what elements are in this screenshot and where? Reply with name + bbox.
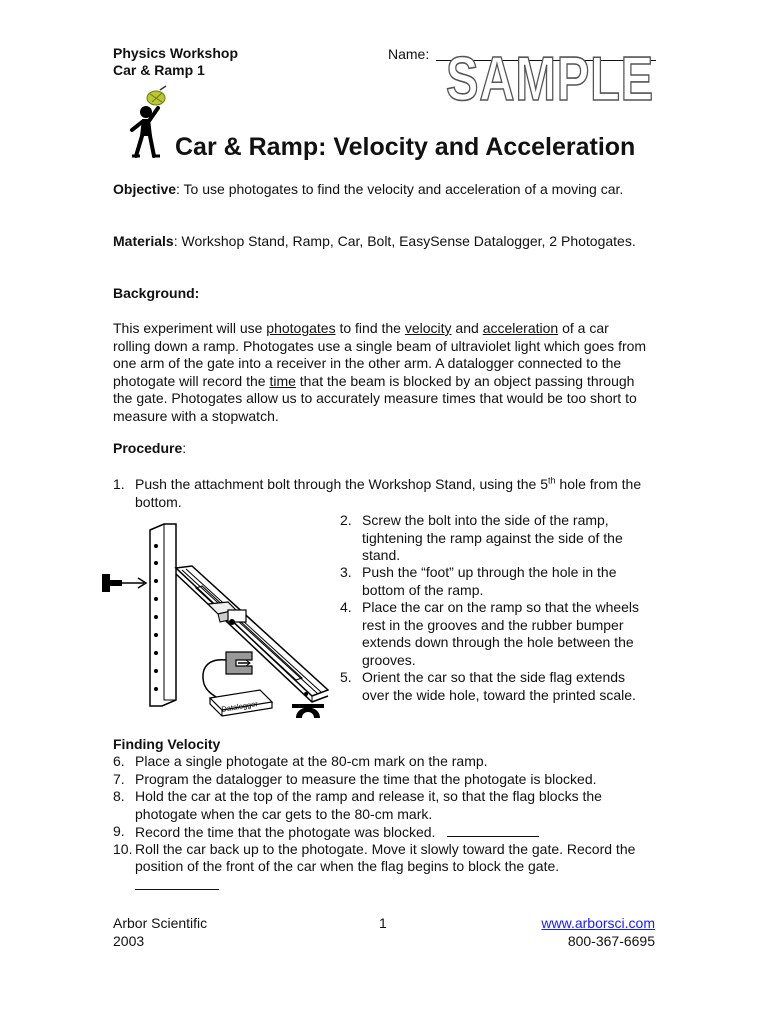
objective-paragraph (113, 181, 649, 199)
objective-text: : To use photogates to find the velocity and acceleration of a moving car. (176, 181, 624, 197)
name-label: Name: (388, 46, 430, 62)
step-text: Program the datalogger to measure the time that the photogate is blocked. (135, 770, 597, 787)
step-text: Screw the bolt into the side of the ramp, tightening the ramp against the side of the stand. (362, 512, 623, 563)
step-number: 10. (113, 840, 133, 857)
page-number: 1 (379, 915, 387, 931)
unit-title: Car & Ramp 1 (113, 62, 205, 78)
time-answer-blank[interactable] (447, 823, 539, 837)
procedure-heading (113, 440, 186, 458)
footer-org: Arbor Scientific (113, 915, 208, 931)
footer-url-wrap (541, 915, 655, 933)
datalogger-label: Datalogger (220, 699, 259, 714)
velocity-step-10 (113, 841, 653, 893)
step-text: Record the time that the photogate was blocked. (135, 824, 436, 840)
procedure-step-2 (340, 512, 660, 564)
ramp-setup-diagram (100, 518, 332, 724)
position-answer-blank[interactable] (135, 876, 219, 890)
materials-text: : Workshop Stand, Ramp, Car, Bolt, EasySense Datalogger, 2 Photogates. (173, 233, 636, 249)
website-link[interactable]: www.arborsci.com (541, 915, 655, 931)
footer-phone: 800-367-6695 (567, 933, 655, 949)
velocity-step-6 (113, 753, 653, 771)
procedure-steps-2-5 (340, 512, 660, 721)
term-photogates: photogates (266, 320, 336, 336)
velocity-step-8 (113, 788, 653, 823)
procedure-label: Procedure (113, 440, 183, 456)
step-text: Hold the car at the top of the ramp and release it, so that the flag blocks the photogate when the car gets to the 80-cm mark. (135, 788, 602, 822)
materials-label: Materials (113, 233, 174, 249)
objective-label: Objective (113, 181, 177, 197)
step-number: 1. (113, 476, 125, 492)
svg-text:SAMPLE: SAMPLE (446, 45, 654, 114)
sample-watermark (444, 34, 660, 114)
step-number: 2. (340, 512, 352, 528)
step-text: Push the “foot” up through the hole in the bottom of the ramp. (362, 564, 617, 598)
background-text-3: and (451, 320, 483, 336)
step-number: 4. (340, 599, 352, 615)
page-title: Car & Ramp: Velocity and Acceleration (175, 133, 636, 161)
step-number: 6. (113, 753, 125, 769)
materials-paragraph (113, 233, 649, 251)
step-number: 7. (113, 770, 125, 787)
velocity-steps (113, 753, 653, 893)
procedure-step-4 (340, 599, 660, 669)
course-title: Physics Workshop (113, 45, 239, 61)
background-text-1: This experiment will use (113, 320, 267, 336)
step-number: 8. (113, 788, 125, 804)
step-number: 5. (340, 669, 352, 685)
term-time: time (269, 372, 296, 389)
term-velocity: velocity (404, 320, 452, 336)
step-text: Push the attachment bolt through the Workshop Stand, using the 5 (135, 476, 549, 492)
logo-figure-icon (122, 86, 172, 158)
step-text: Place the car on the ramp so that the wheels rest in the grooves and the rubber bumper extends down through the hole between the grooves. (362, 599, 640, 668)
step-text-cont: hole from the bottom. (135, 476, 642, 510)
term-acceleration: acceleration (482, 320, 559, 336)
step-superscript: th (548, 475, 556, 486)
background-paragraph (113, 320, 649, 425)
procedure-step-5 (340, 669, 660, 721)
step-text: Place a single photogate at the 80-cm mark on the ramp. (135, 753, 488, 769)
procedure-step-1 (113, 476, 649, 512)
step-number: 3. (340, 564, 352, 580)
background-text-4: of a car rolling down a ramp. Photogates use a single beam of ultraviolet light which goes from one arm of the gate into a receiver in the other arm. A datalogger connected to the photogate will record the (113, 320, 647, 389)
velocity-step-7 (113, 771, 653, 789)
velocity-heading: Finding Velocity (113, 736, 221, 752)
step-number: 9. (113, 823, 125, 839)
procedure-step-3 (340, 564, 660, 599)
step-text: Orient the car so that the side flag extends over the wide hole, toward the printed scale. (362, 669, 636, 703)
procedure-colon: : (182, 440, 187, 456)
background-heading: Background: (113, 285, 200, 301)
background-text-5: that the beam is blocked by an object passing through the gate. Photogates allow us to accurately measure times that would be too short to measure with a stopwatch. (113, 372, 637, 424)
footer-year: 2003 (113, 933, 145, 949)
velocity-step-9 (113, 823, 653, 841)
background-text-2: to find the (335, 320, 405, 336)
step-text: Roll the car back up to the photogate. Move it slowly toward the gate. Record the position of the front of the car when the flag begins to block the gate. (135, 840, 636, 874)
